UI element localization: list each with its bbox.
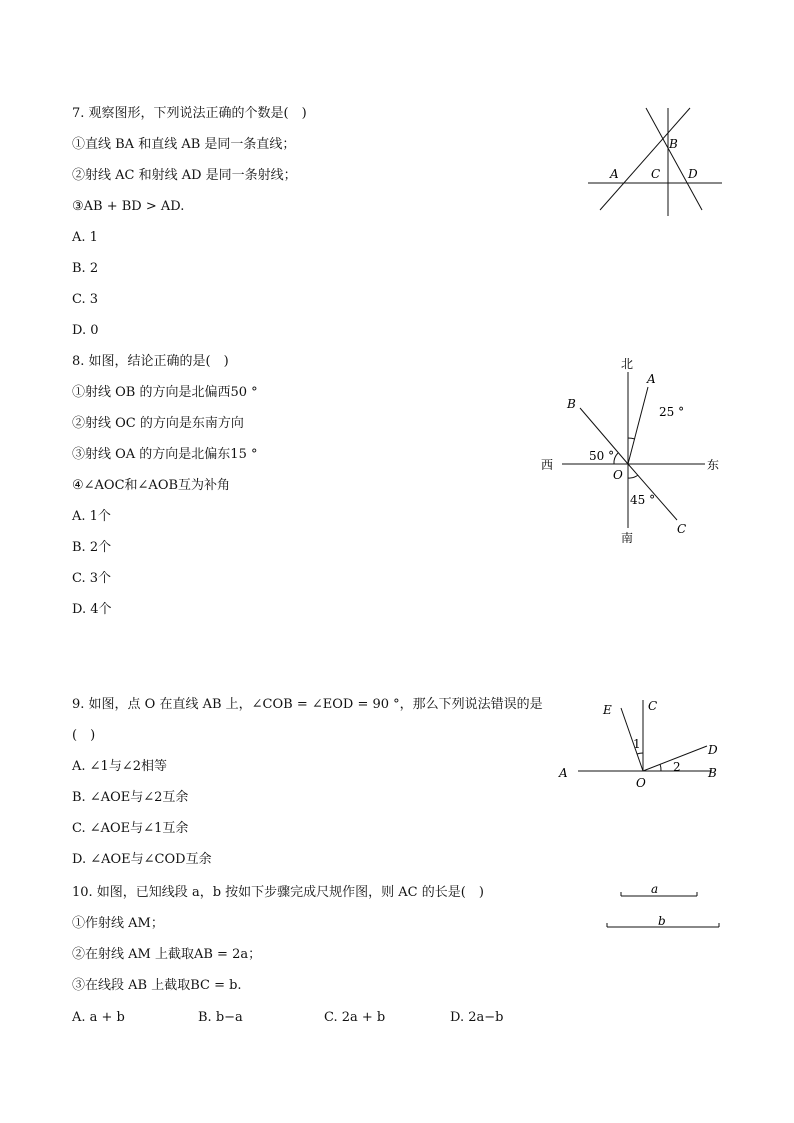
- q9-option-c: C. ∠AOE与∠1互余: [72, 821, 189, 836]
- q7-option-c: C. 3: [72, 292, 99, 307]
- q7-label-a: A: [610, 167, 619, 181]
- q9-label-d: D: [708, 743, 718, 757]
- q8-compass-figure: [535, 350, 735, 550]
- q9-arc-1: [637, 753, 643, 754]
- q9-title: 9. 如图，点 O 在直线 AB 上，∠COB = ∠EOD = 90 °，那么下列说法错误的是: [72, 697, 543, 712]
- q9-label-e: E: [603, 703, 612, 717]
- q10-statement-1: ①作射线 AM；: [72, 916, 164, 931]
- q10-statement-3: ③在线段 AB 上截取BC = b.: [72, 978, 242, 993]
- q8-label-south: 南: [621, 531, 634, 545]
- q7-line-bd: [646, 108, 702, 210]
- q9-arc-2: [660, 764, 661, 771]
- q7-option-b: B. 2: [72, 261, 99, 276]
- q9-figure: [550, 690, 740, 800]
- q9-label-a: A: [559, 766, 568, 780]
- q7-figure: [580, 100, 730, 220]
- q7-option-a: A. 1: [72, 230, 98, 245]
- q8-arc-25: [628, 438, 635, 439]
- q7-statement-3: ③AB + BD > AD.: [72, 199, 185, 214]
- q8-label-north: 北: [621, 357, 634, 371]
- q8-arc-45: [628, 475, 638, 478]
- q8-statement-1: ①射线 OB 的方向是北偏西50 °: [72, 385, 258, 400]
- q8-option-b: B. 2个: [72, 540, 112, 555]
- q9-label-angle-2: 2: [673, 760, 681, 774]
- q7-label-c: C: [651, 167, 661, 181]
- q8-ray-oc: [628, 464, 677, 520]
- q8-statement-3: ③射线 OA 的方向是北偏东15 °: [72, 447, 258, 462]
- q9-label-c: C: [648, 699, 658, 713]
- q8-ray-oa: [628, 387, 648, 464]
- q7-statement-1: ①直线 BA 和直线 AB 是同一条直线；: [72, 137, 296, 152]
- q10-option-b: B. b−a: [198, 1010, 243, 1025]
- q8-statement-2: ②射线 OC 的方向是东南方向: [72, 416, 244, 431]
- q8-option-d: D. 4个: [72, 602, 112, 617]
- q8-label-45deg: 45 °: [630, 493, 656, 507]
- q7-label-d: D: [688, 167, 698, 181]
- q8-label-50deg: 50 °: [589, 449, 615, 463]
- q7-statement-2: ②射线 AC 和射线 AD 是同一条射线；: [72, 168, 297, 183]
- q9-label-o: O: [636, 776, 646, 790]
- q10-segments-figure: [600, 880, 730, 932]
- q10-option-d: D. 2a−b: [450, 1010, 504, 1025]
- q8-label-c: C: [677, 522, 687, 536]
- q8-label-o: O: [613, 468, 623, 482]
- q9-option-b: B. ∠AOE与∠2互余: [72, 790, 189, 805]
- q7-label-b: B: [669, 137, 678, 151]
- q10-title: 10. 如图，已知线段 a，b 按如下步骤完成尺规作图，则 AC 的长是( ): [72, 885, 484, 900]
- q10-option-a: A. a + b: [72, 1010, 125, 1025]
- q9-option-a: A. ∠1与∠2相等: [72, 759, 167, 774]
- q8-option-c: C. 3个: [72, 571, 112, 586]
- q10-label-b: b: [658, 914, 666, 928]
- q8-label-east: 东: [707, 458, 720, 472]
- q10-options-row: [72, 1010, 503, 1026]
- q8-label-25deg: 25 °: [659, 405, 685, 419]
- q10-statement-2: ②在射线 AM 上截取AB = 2a；: [72, 947, 262, 962]
- q8-statement-4: ④∠AOC和∠AOB互为补角: [72, 478, 231, 493]
- q9-label-b: B: [708, 766, 717, 780]
- q9-option-d: D. ∠AOE与∠COD互余: [72, 852, 212, 867]
- q8-label-west: 西: [541, 458, 554, 472]
- q10-option-c: C. 2a + b: [324, 1010, 386, 1025]
- q7-option-d: D. 0: [72, 323, 99, 338]
- q8-arc-50: [614, 453, 618, 464]
- q9-title-paren: ( ): [72, 728, 96, 743]
- q7-title: 7. 观察图形，下列说法正确的个数是( ): [72, 106, 307, 121]
- q7-line-ab: [600, 108, 690, 210]
- q8-label-b: B: [567, 397, 576, 411]
- q8-label-a: A: [647, 372, 656, 386]
- q9-label-angle-1: 1: [633, 737, 641, 751]
- q8-option-a: A. 1个: [72, 509, 111, 524]
- q10-label-a: a: [651, 882, 659, 896]
- q8-title: 8. 如图，结论正确的是( ): [72, 354, 229, 369]
